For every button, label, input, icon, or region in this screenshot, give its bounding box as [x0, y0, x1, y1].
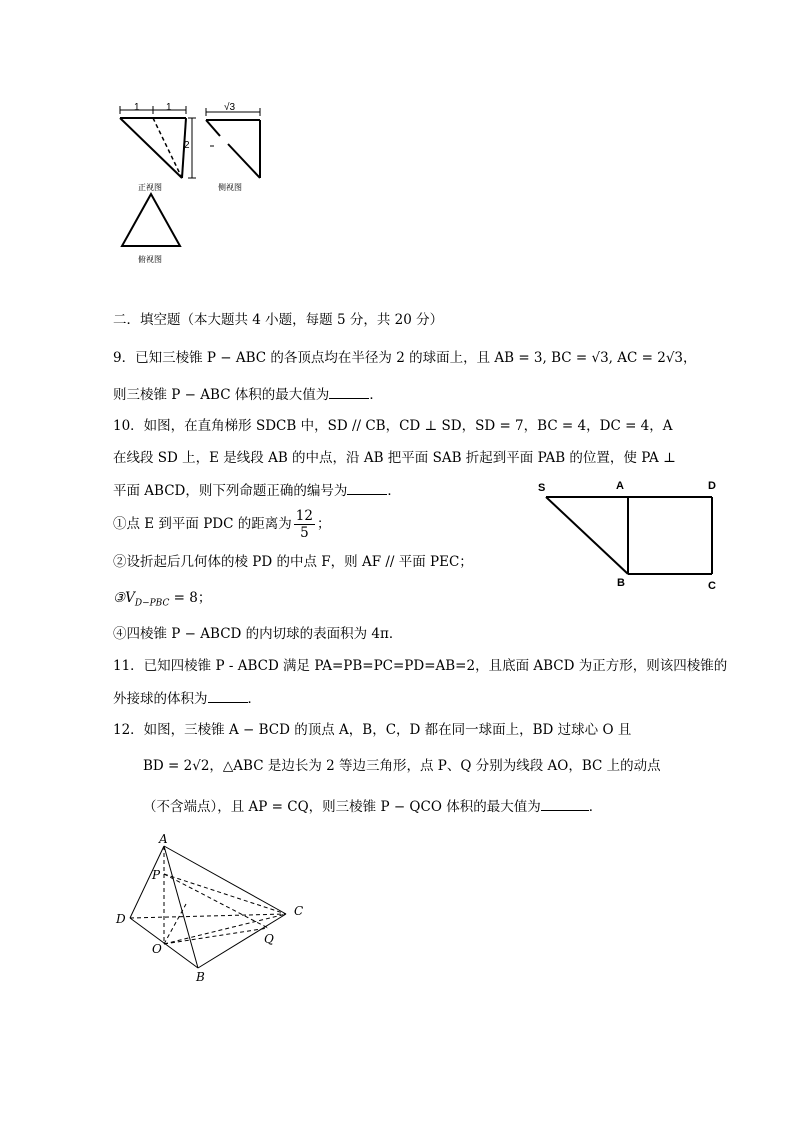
- front-dim-left: 1: [134, 102, 140, 113]
- side-view-caption: 侧视图: [218, 183, 242, 192]
- q9-line2: 则三棱锥 P − ABC 体积的最大值为: [113, 387, 330, 403]
- q10-option3-end: = 8；: [169, 590, 212, 606]
- q12-label-O: O: [152, 942, 162, 956]
- q10-option1-fraction: [294, 508, 315, 541]
- q9-line2-wrap: 则三棱锥 P − ABC 体积的最大值为 ．: [113, 384, 383, 405]
- q12-label-A: A: [159, 832, 168, 846]
- q10-label-D: D: [708, 480, 716, 492]
- q10-label-A: A: [616, 480, 624, 492]
- q9-answer-blank: [329, 384, 369, 399]
- q10-option1-end: ；: [316, 516, 331, 532]
- side-dim-top: √3: [224, 102, 236, 113]
- q11-line1: 11．已知四棱锥 P - ABCD 满足 PA=PB=PC=PD=AB=2，且底面 ABCD 为正方形，则该四棱锥的: [113, 658, 728, 674]
- q10-option1-text: ①点 E 到平面 PDC 的距离为: [113, 516, 292, 532]
- q10-option3-text: ③V: [113, 590, 135, 606]
- q12-pyramid-figure: [112, 834, 312, 984]
- q12-label-Q: Q: [264, 932, 274, 946]
- front-dim-height: 2: [184, 140, 190, 151]
- q12-label-P: P: [152, 868, 161, 882]
- front-view-caption: 正视图: [138, 183, 162, 192]
- q11-line2-wrap: 外接球的体积为 ．: [113, 688, 261, 709]
- q10-line2: 在线段 SD 上，E 是线段 AB 的中点，沿 AB 把平面 SAB 折起到平面 PAB 的位置，使 PA ⊥: [113, 450, 676, 466]
- q10-line1: 10．如图，在直角梯形 SDCB 中，SD // CB，CD ⊥ SD，SD = 7，BC = 4，DC = 4，A: [113, 418, 673, 434]
- q12-label-C: C: [294, 904, 304, 918]
- q12-line1: 12．如图，三棱锥 A − BCD 的顶点 A，B，C，D 都在同一球面上，BD 过球心 O 且: [113, 722, 632, 738]
- front-dim-right: 1: [166, 102, 172, 113]
- q12-label-B: B: [196, 970, 205, 984]
- q10-trapezoid-svg: [530, 478, 730, 598]
- top-view-caption: 俯视图: [138, 255, 162, 264]
- q10-trapezoid-figure: [530, 478, 730, 598]
- q10-line3: 平面 ABCD，则下列命题正确的编号为: [113, 483, 348, 499]
- q12-line2: BD = 2√2，△ABC 是边长为 2 等边三角形，点 P、Q 分别为线段 AO，BC 上的动点: [143, 758, 661, 774]
- q10-label-C: C: [708, 580, 716, 592]
- q11-line2: 外接球的体积为: [113, 691, 208, 707]
- q11-answer-blank: [208, 688, 248, 703]
- q9-line1: 9．已知三棱锥 P − ABC 的各顶点均在半径为 2 的球面上，且 AB = 3, BC = √3, AC = 2√3，: [113, 350, 697, 366]
- q10-label-B: B: [617, 577, 625, 589]
- fraction-numerator: 12: [295, 508, 313, 524]
- q12-line3: （不含端点），且 AP = CQ，则三棱锥 P − QCO 体积的最大值为: [143, 799, 541, 815]
- q10-answer-blank: [347, 480, 387, 495]
- q10-option3: [113, 588, 211, 614]
- q10-option1: [113, 506, 330, 542]
- q10-label-S: S: [538, 482, 546, 494]
- fraction-denominator: 5: [300, 525, 309, 541]
- side-view-drawing: [206, 108, 260, 178]
- three-view-figure: [110, 98, 280, 268]
- q12-pyramid-svg: [112, 834, 312, 984]
- q10-option3-subscript: D−PBC: [134, 598, 170, 609]
- q10-option4: ④四棱锥 P − ABCD 的内切球的表面积为 4π．: [113, 626, 403, 642]
- q12-answer-blank: [541, 796, 589, 811]
- q10-line3-wrap: 平面 ABCD，则下列命题正确的编号为 ．: [113, 480, 401, 501]
- q12-line3-wrap: （不含端点），且 AP = CQ，则三棱锥 P − QCO 体积的最大值为 ．: [143, 796, 602, 817]
- q10-option2: ②设折起后几何体的棱 PD 的中点 F，则 AF // 平面 PEC；: [113, 554, 473, 570]
- top-view-drawing: [122, 194, 180, 246]
- section-heading: 二．填空题（本大题共 4 小题，每题 5 分，共 20 分）: [113, 312, 444, 328]
- q12-label-D: D: [116, 912, 126, 926]
- front-side-views-svg: [110, 98, 280, 268]
